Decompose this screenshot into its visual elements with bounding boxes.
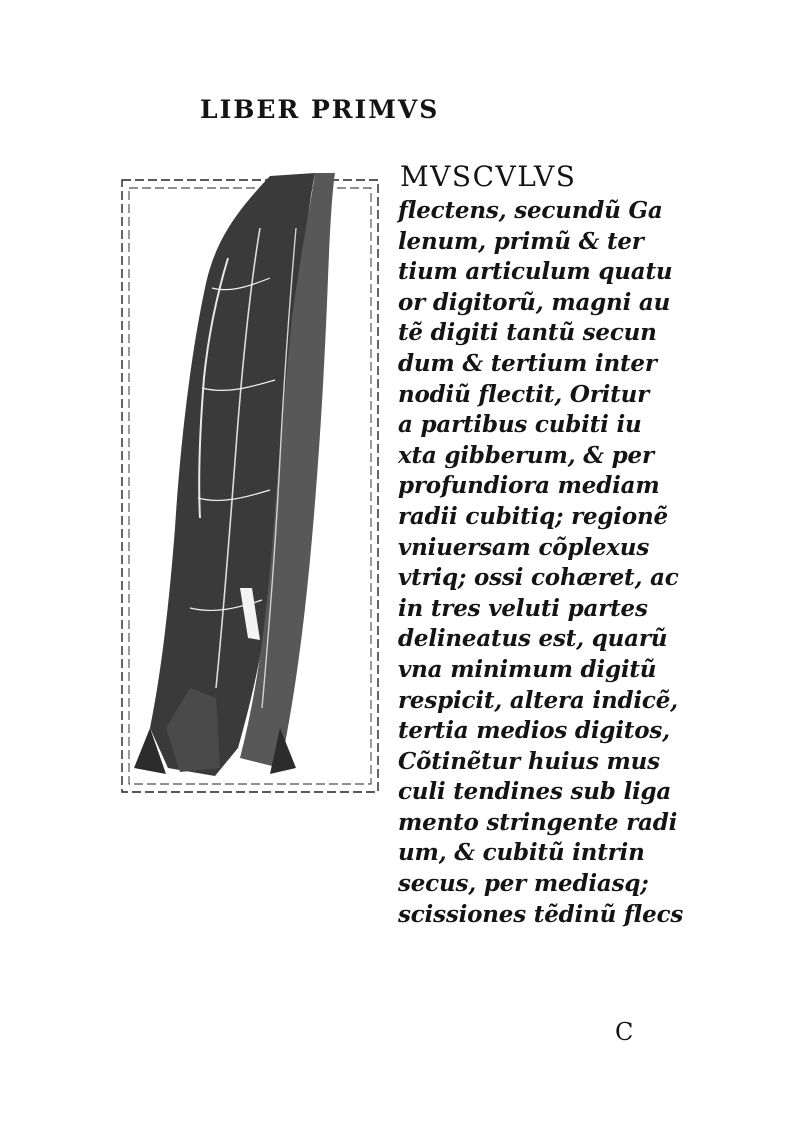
text-line: radii cubitiq; regionẽ <box>398 502 668 530</box>
body-text <box>398 196 778 930</box>
text-line: xta gibberum, & per <box>398 441 654 469</box>
section-title: MVSCVLVS <box>400 160 577 193</box>
signature-mark: C <box>615 1018 634 1046</box>
text-line: secus, per mediasq; <box>398 870 649 898</box>
text-line: um, & cubitũ intrin <box>398 839 645 867</box>
text-line: respicit, altera indicẽ, <box>398 686 678 714</box>
text-line: Cõtinẽtur huius mus <box>398 747 660 775</box>
text-line: vtriq; ossi cohæret, ac <box>398 564 679 592</box>
text-line: tium articulum quatu <box>398 258 673 286</box>
text-line: vniuersam cõplexus <box>398 533 650 561</box>
anatomical-plate <box>120 168 382 798</box>
running-head: LIBER PRIMVS <box>200 95 440 124</box>
text-line: lenum, primũ & ter <box>398 227 644 255</box>
text-line: culi tendines sub liga <box>398 778 672 806</box>
text-line: vna minimum digitũ <box>398 655 657 683</box>
text-line: profundiora mediam <box>398 472 660 500</box>
text-line: a partibus cubiti iu <box>398 411 642 439</box>
text-line: nodiũ flectit, Oritur <box>398 380 650 408</box>
text-line: or digitorũ, magni au <box>398 288 671 316</box>
text-line: delineatus est, quarũ <box>398 625 668 653</box>
text-line: in tres veluti partes <box>398 594 648 622</box>
forearm-illustration <box>134 173 335 776</box>
text-line: mento stringente radi <box>398 808 678 836</box>
text-line: flectens, secundũ Ga <box>398 197 663 224</box>
text-line: scissiones tẽdinũ flecs <box>398 900 684 928</box>
text-line: tẽ digiti tantũ secun <box>398 319 657 347</box>
text-line: dum & tertium inter <box>398 349 657 377</box>
text-line: tertia medios digitos, <box>398 717 670 745</box>
